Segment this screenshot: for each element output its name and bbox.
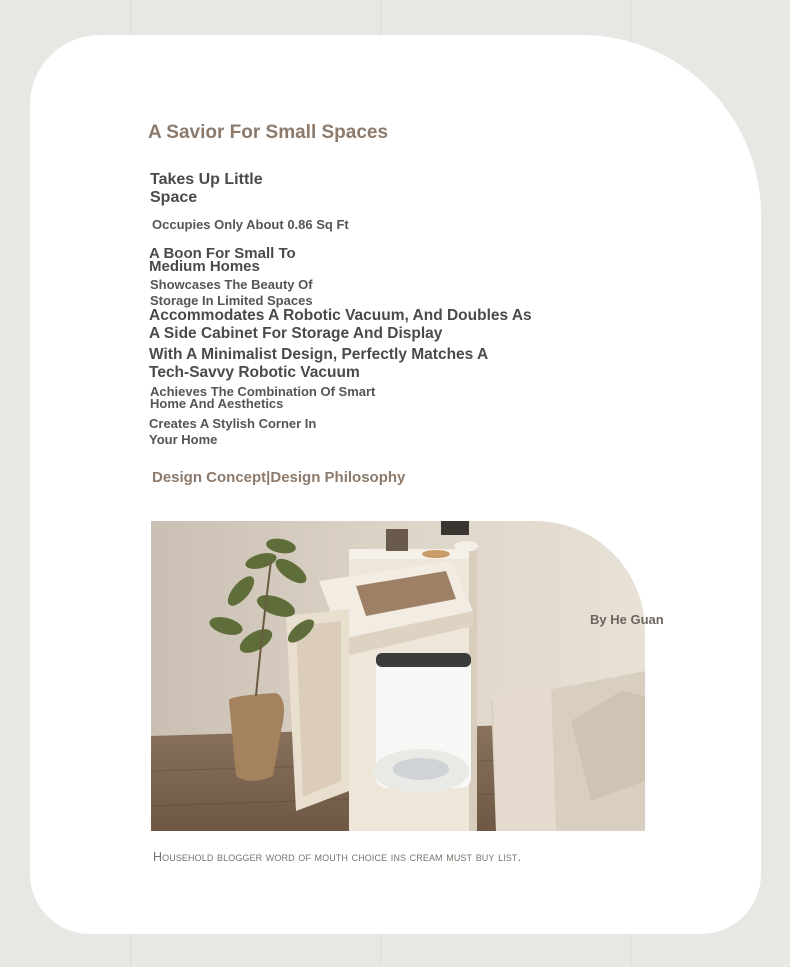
feature-text-minimalist: With A Minimalist Design, Perfectly Matches A Tech-Savvy Robotic Vacuum	[149, 346, 488, 381]
photo-caption: Household blogger word of mouth choice ins cream must buy list.	[153, 850, 522, 864]
feature-text-stylish-corner: Creates A Stylish Corner In Your Home	[149, 416, 317, 447]
product-photo	[151, 521, 645, 831]
design-concept-label: Design Concept|Design Philosophy	[152, 469, 406, 486]
page-title: A Savior For Small Spaces	[148, 122, 389, 143]
feature-text-robotic-vacuum: Accommodates A Robotic Vacuum, And Doubles As A Side Cabinet For Storage And Display	[149, 307, 532, 342]
feature-detail-sqft: Occupies Only About 0.86 Sq Ft	[152, 217, 349, 232]
byline: By He Guan	[590, 612, 664, 627]
feature-detail-storage: Showcases The Beauty Of Storage In Limited Spaces	[150, 277, 313, 308]
feature-heading-little-space: Takes Up Little Space	[150, 171, 263, 206]
feature-heading-small-homes: A Boon For Small To Medium Homes	[149, 245, 296, 275]
feature-text-smart-home: Achieves The Combination Of Smart Home And Aesthetics	[150, 384, 376, 411]
